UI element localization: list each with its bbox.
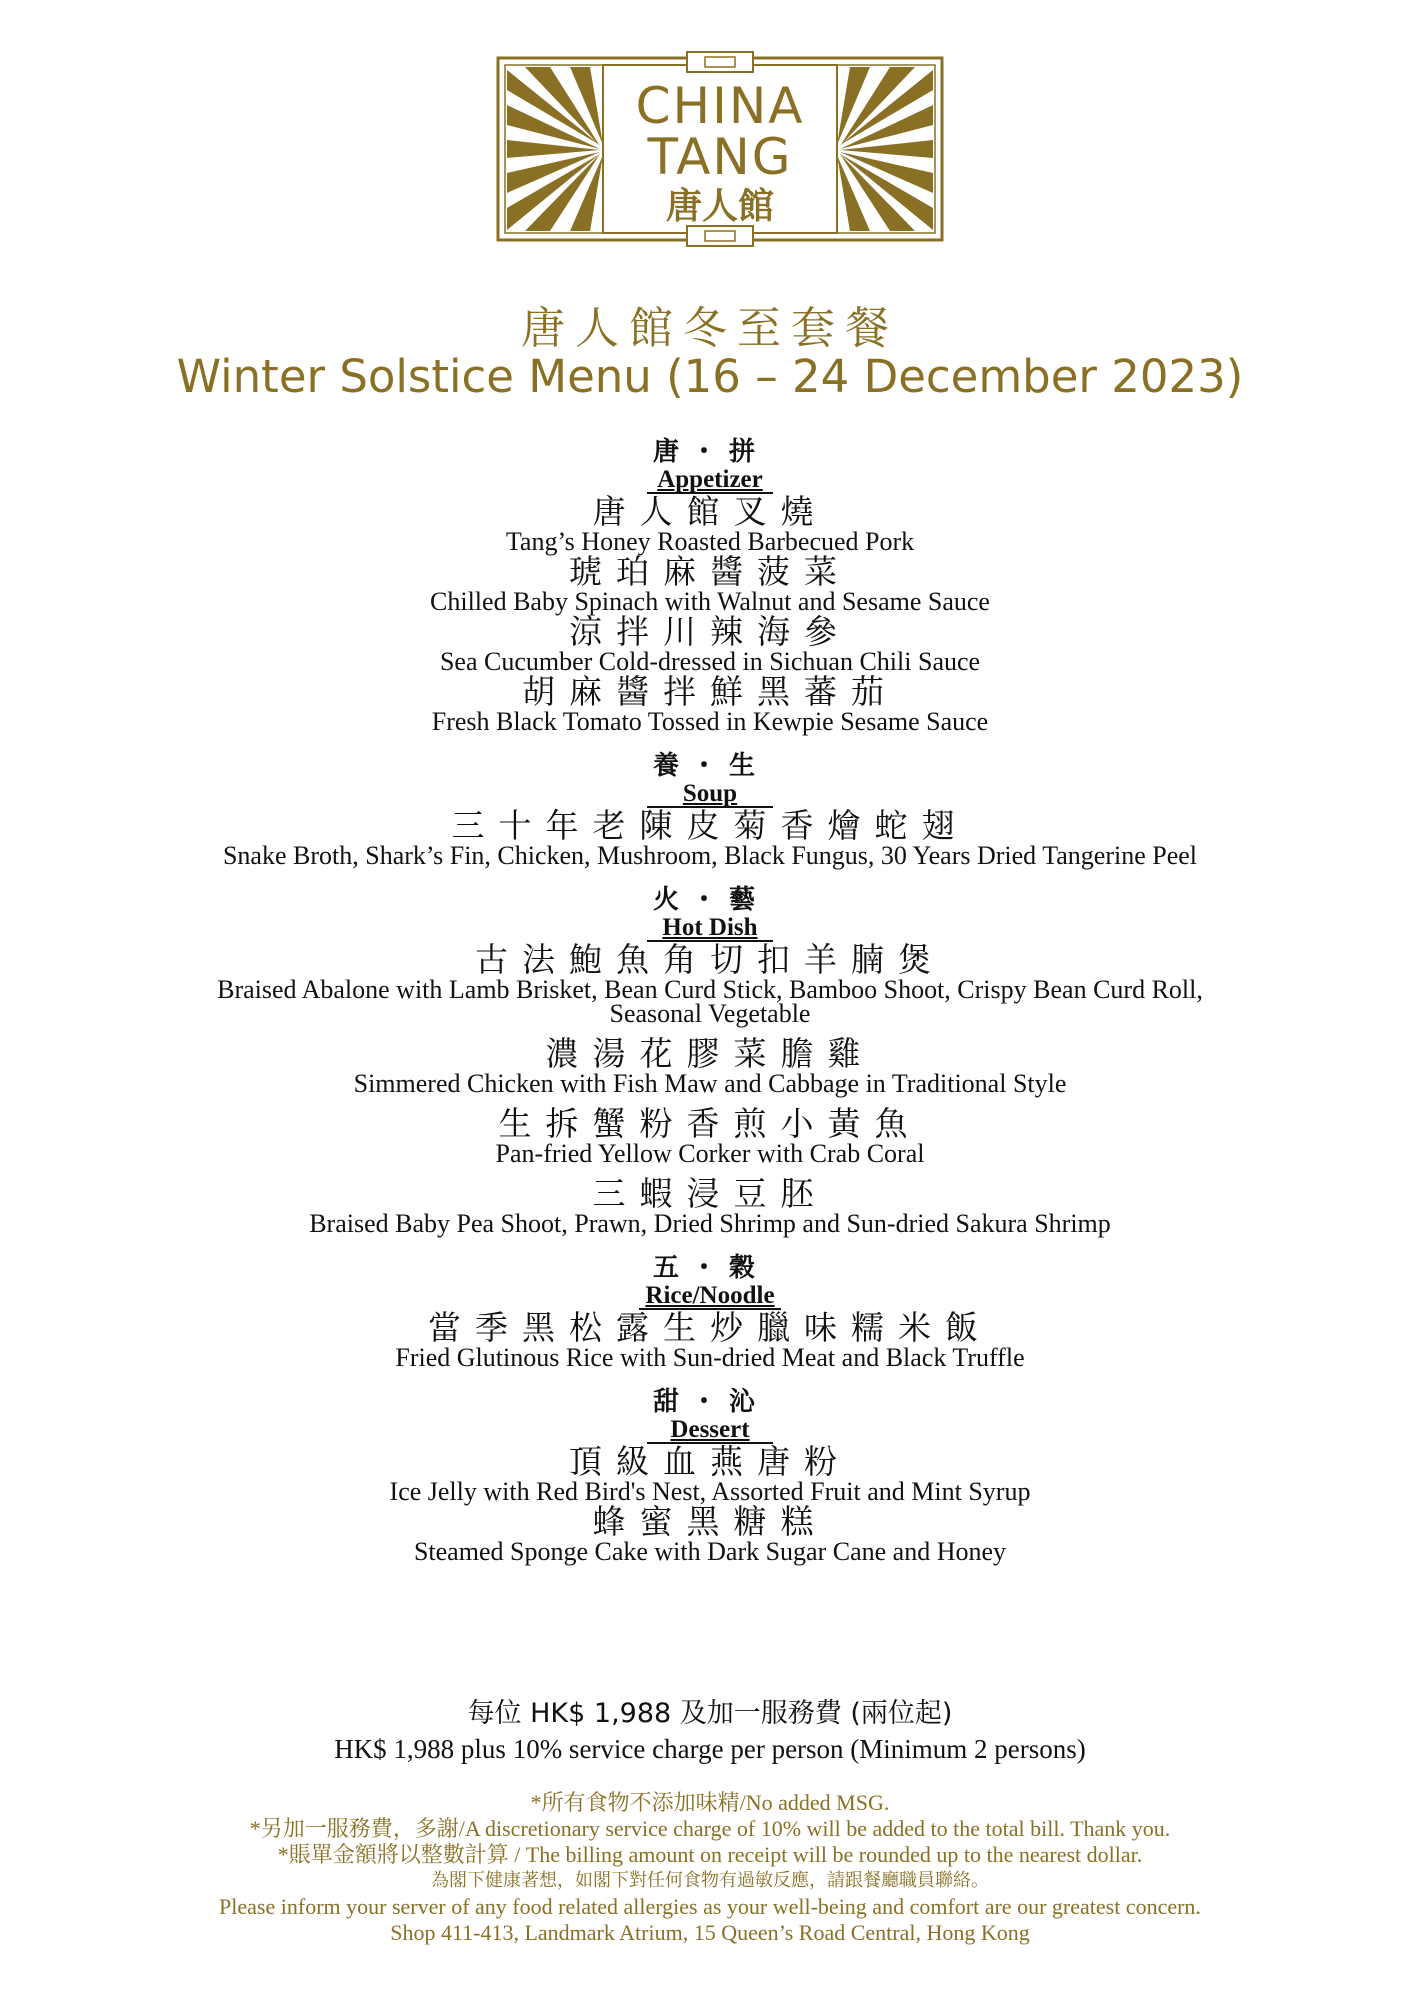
logo-brand-cn: 唐人館	[665, 186, 775, 227]
section-title-en: Dessert	[670, 1416, 750, 1443]
section-appetizer	[0, 436, 1420, 734]
section-title-cn: 甜・沁	[652, 1387, 767, 1417]
dish-name-cn: 三十年老陳皮菊香燴蛇翅	[451, 806, 969, 845]
section-heading	[647, 750, 773, 808]
logo-emblem	[495, 50, 945, 248]
section-dessert	[0, 1386, 1420, 1564]
address: Shop 411-413, Landmark Atrium, 15 Queen’s Road Central, Hong Kong	[390, 1920, 1030, 1945]
note-no-msg: *所有食物不添加味精/No added MSG.	[530, 1790, 890, 1815]
section-soup	[0, 750, 1420, 868]
logo-brand-line2: TANG	[647, 128, 793, 186]
price-block	[0, 1695, 1420, 1765]
section-rice-noodle	[0, 1252, 1420, 1370]
dish-name-en: Snake Broth, Shark’s Fin, Chicken, Mushroom, Black Fungus, 30 Years Dried Tangerine Peel	[222, 841, 1198, 870]
dish-name-cn: 涼拌川辣海參	[569, 612, 851, 651]
price-en: HK$ 1,988 plus 10% service charge per person (Minimum 2 persons)	[334, 1734, 1086, 1764]
dish-name-cn: 頂級血燕唐粉	[569, 1442, 851, 1481]
dish-name-en: Fresh Black Tomato Tossed in Kewpie Sesame Sauce	[431, 707, 989, 736]
dish-name-en: Tang’s Honey Roasted Barbecued Pork	[505, 527, 915, 556]
dish-name-cn: 濃湯花膠菜膽雞	[545, 1034, 875, 1073]
section-heading	[647, 1386, 773, 1444]
dish-name-cn: 唐人館叉燒	[592, 492, 828, 531]
dish-name-en: Steamed Sponge Cake with Dark Sugar Cane and Honey	[413, 1537, 1007, 1566]
china-tang-logo	[495, 50, 945, 248]
section-heading	[639, 1252, 780, 1310]
dish-name-cn: 琥珀麻醬菠菜	[569, 552, 851, 591]
dish-name-en: Sea Cucumber Cold-dressed in Sichuan Chili Sauce	[439, 647, 981, 676]
dish-name-cn: 當季黑松露生炒臘味糯米飯	[428, 1308, 992, 1347]
note-allergy-cn: 為閣下健康著想，如閣下對任何食物有過敏反應，請跟餐廳職員聯絡。	[431, 1870, 989, 1891]
dish-name-en: Chilled Baby Spinach with Walnut and Sesame Sauce	[430, 587, 990, 616]
section-heading	[647, 884, 773, 942]
section-title-en: Soup	[682, 780, 738, 807]
dish-name-cn: 蜂蜜黑糖糕	[592, 1502, 828, 1541]
price-cn: 每位 HK$ 1,988 及加一服務費 (兩位起)	[467, 1698, 953, 1729]
dish-name-en: Fried Glutinous Rice with Sun-dried Meat and Black Truffle	[395, 1343, 1025, 1372]
dish-name-en: Ice Jelly with Red Bird's Nest, Assorted Fruit and Mint Syrup	[389, 1477, 1031, 1506]
note-allergy-en: Please inform your server of any food related allergies as your well-being and comfort are our greatest concern.	[219, 1894, 1201, 1919]
dish-name-en: Pan-fried Yellow Corker with Crab Coral	[495, 1139, 925, 1168]
dish-name-cn: 古法鮑魚角切扣羊腩煲	[475, 940, 945, 979]
note-rounding: *賬單金額將以整數計算 / The billing amount on receipt will be rounded up to the nearest dollar.	[277, 1842, 1143, 1867]
dish-name-en: Braised Baby Pea Shoot, Prawn, Dried Shrimp and Sun-dried Sakura Shrimp	[309, 1209, 1111, 1238]
footer-notes	[0, 1790, 1420, 1946]
menu-title-en: Winter Solstice Menu (16 – 24 December 2023)	[176, 350, 1244, 403]
menu-list	[0, 436, 1420, 1564]
section-heading	[647, 436, 773, 494]
dish-name-cn: 胡麻醬拌鮮黑蕃茄	[522, 672, 898, 711]
dish-name-en: Simmered Chicken with Fish Maw and Cabbage in Traditional Style	[353, 1069, 1067, 1098]
section-title-en: Appetizer	[657, 466, 763, 493]
section-title-cn: 五・穀	[652, 1253, 767, 1283]
menu-title-cn: 唐人館冬至套餐	[521, 303, 899, 354]
section-title-cn: 火・藝	[652, 885, 767, 915]
note-service-charge: *另加一服務費，多謝/A discretionary service charge of 10% will be added to the total bill. Thank you.	[249, 1816, 1171, 1841]
logo-brand-line1: CHINA	[635, 77, 805, 135]
section-title-en: Rice/Noodle	[645, 1282, 775, 1309]
dish-name-cn: 生拆蟹粉香煎小黃魚	[498, 1104, 922, 1143]
dish-name-cn: 三蝦浸豆胚	[592, 1174, 828, 1213]
section-title-en: Hot Dish	[662, 914, 758, 941]
section-hot-dish	[0, 884, 1420, 1236]
dish-name-en: Braised Abalone with Lamb Brisket, Bean Curd Stick, Bamboo Shoot, Crispy Bean Curd Roll, Seasonal Vegetable	[217, 975, 1203, 1028]
section-title-cn: 唐・拼	[652, 437, 767, 467]
section-title-cn: 養・生	[652, 751, 767, 781]
